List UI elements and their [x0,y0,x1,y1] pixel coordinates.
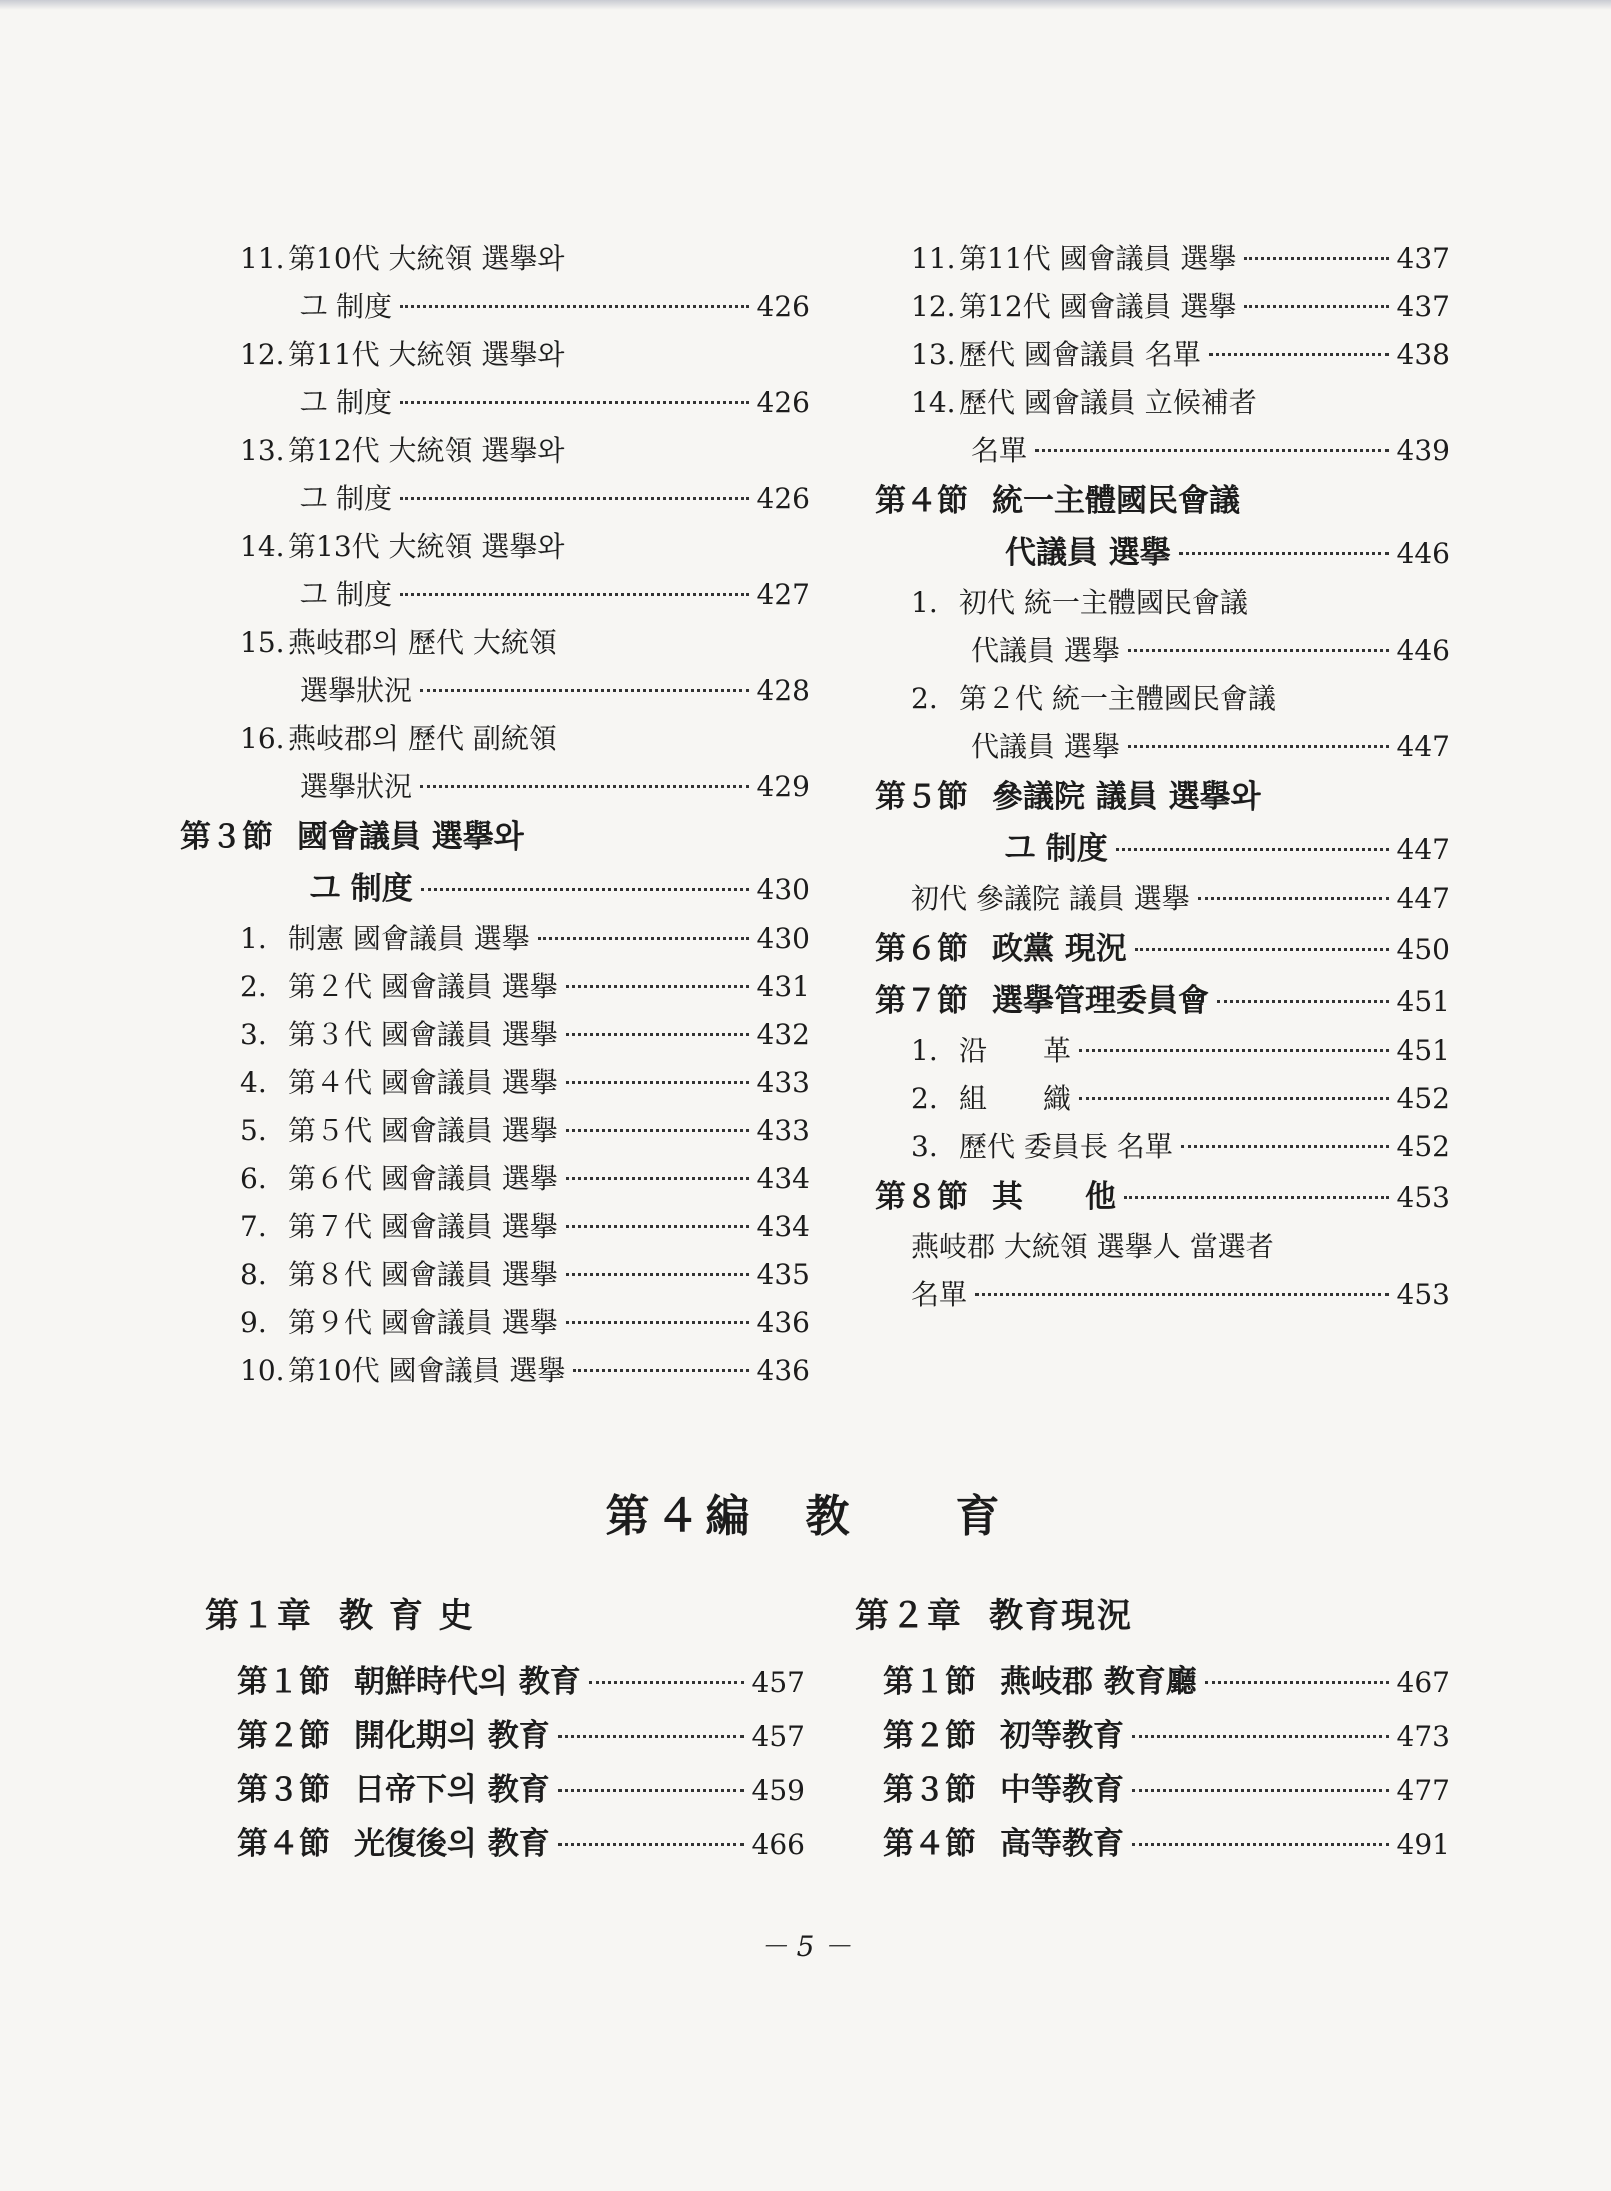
toc-item: 第３節 中等教育 477 [883,1772,1450,1808]
item-page: 427 [756,578,810,611]
toc-section-8: 第８節 其 他 453 [875,1179,1450,1215]
item-number: 16. [240,722,285,755]
section-title: 國會議員 選擧와 [297,819,524,855]
dot-leader [421,888,749,891]
toc-item: 1. 沿 革 451 [911,1034,1450,1067]
edition-heading: 第４編 教 育 [605,1491,1006,1542]
dot-leader [420,785,749,788]
toc-item: 1. 初代 統一主體國民會議 [911,586,1248,619]
item-page: 428 [756,674,810,707]
item-title-cont: 그 制度 [300,482,392,515]
page-number: － 5 － [759,1930,852,1963]
toc-item: 11. 第11代 國會議員 選擧 437 [911,242,1450,275]
item-number: 15. [240,626,285,659]
toc-section-3 [180,811,810,915]
dot-leader [400,497,749,500]
toc-item [240,523,810,619]
item-title: 燕岐郡의 歷代 大統領 [288,626,557,659]
item-title: 第11代 大統領 選擧와 [288,338,565,371]
item-title-cont: 그 制度 [300,290,392,323]
item-title-cont: 그 制度 [300,386,392,419]
toc-item: 第１節 朝鮮時代의 教育 457 [237,1664,805,1700]
toc-item: 12. 第12代 國會議員 選擧 437 [911,290,1450,323]
toc-section-5: 第５節 參議院 議員 選擧와 그 制度 447 [875,779,1450,867]
toc-item: 2. 組 織 452 [911,1082,1450,1115]
item-number: 14. [240,530,285,563]
item-title: 第13代 大統領 選擧와 [288,530,565,563]
toc-section-3-items [240,915,810,1395]
toc-item [240,715,810,811]
toc-item: 4. 第４代 國會議員 選擧 433 [240,1066,810,1099]
item-title: 第12代 大統領 選擧와 [288,434,565,467]
toc-left-column [180,235,810,1395]
toc-item: 2. 第２代 統一主體國民會議 [911,682,1276,715]
dot-leader [400,401,749,404]
item-page: 426 [756,482,810,515]
item-page: 426 [756,290,810,323]
toc-item: 第２節 開化期의 教育 457 [237,1718,805,1754]
toc-item-cont: 名單 439 [971,434,1450,467]
toc-item [240,235,810,331]
item-title-cont: 選擧狀況 [300,674,413,707]
dot-leader [420,689,749,692]
chapter-title: 第２章 教育現況 [855,1596,1133,1636]
toc-item: 第４節 光復後의 教育 466 [237,1826,805,1862]
item-number: 13. [240,434,285,467]
toc-item [240,619,810,715]
toc-item: 第４節 高等教育 491 [883,1826,1450,1862]
toc-section-6: 第６節 政黨 現況 450 [875,931,1450,967]
toc-item [240,427,810,523]
chapter-2 [855,1585,1450,1871]
toc-item: 7. 第７代 國會議員 選擧 434 [240,1210,810,1243]
toc-item: 13. 歷代 國會議員 名單 438 [911,338,1450,371]
item-title-cont: 選擧狀況 [300,770,413,803]
toc-item: 第１節 燕岐郡 教育廳 467 [883,1664,1450,1700]
toc-item [240,331,810,427]
dot-leader [400,305,749,308]
toc-item: 6. 第６代 國會議員 選擧 434 [240,1162,810,1195]
item-number: 11. [240,242,285,275]
toc-item: 10. 第10代 國會議員 選擧 436 [240,1354,810,1387]
toc-section-4: 第４節 統一主體國民會議 代議員 選擧 446 [875,483,1450,571]
toc-item: 第３節 日帝下의 教育 459 [237,1772,805,1808]
section-title-cont: 그 制度 [310,871,413,907]
toc-item: 3. 歷代 委員長 名單 452 [911,1130,1450,1163]
toc-item: 5. 第５代 國會議員 選擧 433 [240,1114,810,1147]
toc-item: 第２節 初等教育 473 [883,1718,1450,1754]
toc-item: 燕岐郡 大統領 選擧人 當選者 [911,1230,1274,1263]
item-title: 燕岐郡의 歷代 副統領 [288,722,557,755]
item-page: 429 [756,770,810,803]
item-page: 426 [756,386,810,419]
toc-item: 2. 第２代 國會議員 選擧 431 [240,970,810,1003]
toc-section-7: 第７節 選擧管理委員會 451 [875,983,1450,1019]
toc-item: 9. 第９代 國會議員 選擧 436 [240,1306,810,1339]
toc-item: 3. 第３代 國會議員 選擧 432 [240,1018,810,1051]
toc-right-column: 11. 第11代 國會議員 選擧 437 12. 第12代 國會議員 選擧 437 13. 歷代 國會議員 名單 438 14. 歷代 國會議員 立候補者 名單 439 第４節 統一主體國民會議 代議員 選擧 446 1. 初代 統一主體國民會議 代議員 選擧 446 2. 第２代 統一主體國民會議 代議員 選擧 447 第５節 參議院 議員 選擧와 그 制度 447 初代 參議院 議員 選擧 447 第６節 政黨 現況 450 第７節 選擧管理委員會 451 1. 沿 革 451 2. 組 織 452 3. 歷代 委員長 名單 452 第８節 其 他 453 燕岐郡 大統領 選擧人 當選者 名單 453 [875,235,1450,1319]
section-page: 430 [756,873,810,906]
dot-leader [400,593,749,596]
scan-top-edge [0,0,1611,10]
toc-item: 1. 制憲 國會議員 選擧 430 [240,922,810,955]
chapter-1 [205,1585,805,1871]
item-title: 第10代 大統領 選擧와 [288,242,565,275]
toc-item: 8. 第８代 國會議員 選擧 435 [240,1258,810,1291]
item-number: 12. [240,338,285,371]
section-label: 第３節 [180,819,273,855]
toc-item: 初代 參議院 議員 選擧 447 [911,882,1450,915]
chapter-title: 第１章 教 育 史 [205,1596,475,1636]
toc-item: 14. 歷代 國會議員 立候補者 [911,386,1257,419]
item-title-cont: 그 制度 [300,578,392,611]
